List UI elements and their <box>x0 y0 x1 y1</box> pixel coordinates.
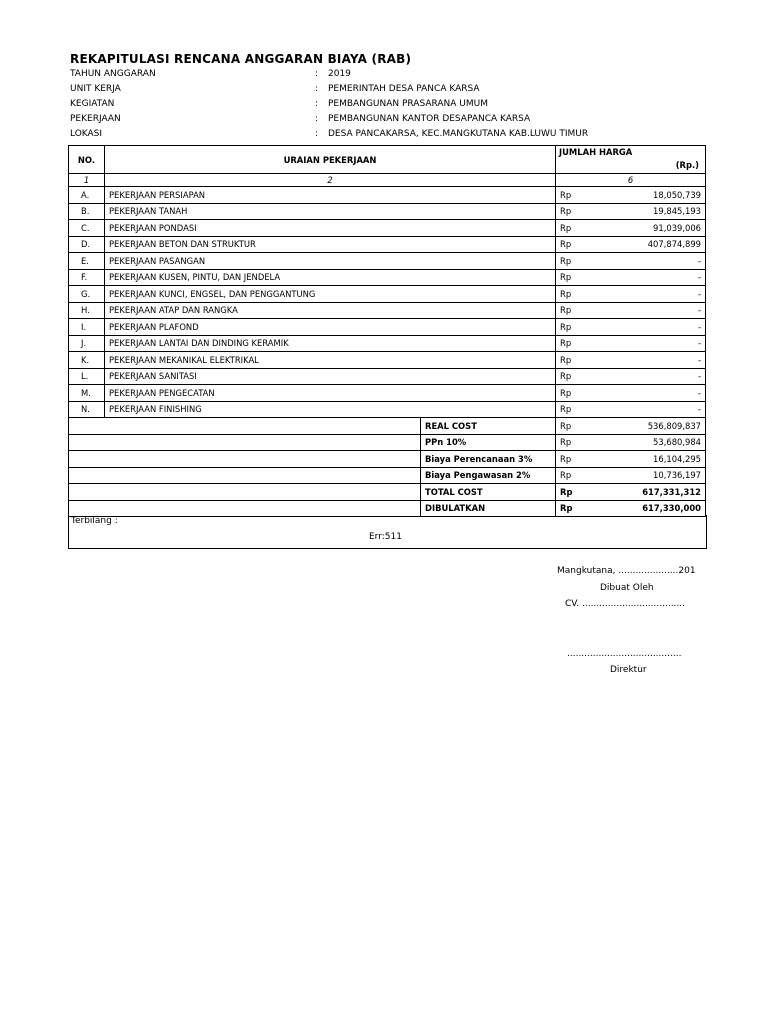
row-no: M. <box>69 385 105 402</box>
col-uraian-header: URAIAN PEKERJAAN <box>105 146 556 174</box>
header-field-colon: : <box>315 129 319 139</box>
row-currency: Rp <box>556 302 588 319</box>
table-row <box>69 286 706 303</box>
row-currency: Rp <box>556 385 588 402</box>
header-field-label: KEGIATAN <box>70 99 115 109</box>
summary-amount: 10,736,197 <box>588 467 706 484</box>
row-no: A. <box>69 187 105 204</box>
row-amount: - <box>588 335 706 352</box>
rab-table <box>68 145 706 517</box>
row-amount: 91,039,006 <box>588 220 706 237</box>
terbilang-box <box>68 515 707 549</box>
table-row <box>69 401 706 418</box>
table-row <box>69 269 706 286</box>
row-no: N. <box>69 401 105 418</box>
row-currency: Rp <box>556 368 588 385</box>
row-currency: Rp <box>556 236 588 253</box>
row-amount: 407,874,899 <box>588 236 706 253</box>
row-currency: Rp <box>556 269 588 286</box>
header-field-colon: : <box>315 69 319 79</box>
header-field-value: PEMBANGUNAN PRASARANA UMUM <box>328 99 488 109</box>
row-description: PEKERJAAN ATAP DAN RANGKA <box>105 302 556 319</box>
row-currency: Rp <box>556 187 588 204</box>
row-currency: Rp <box>556 220 588 237</box>
row-amount: - <box>588 253 706 270</box>
row-description: PEKERJAAN KUSEN, PINTU, DAN JENDELA <box>105 269 556 286</box>
signature-line: ........................................ <box>567 649 682 659</box>
col-no-header: NO. <box>69 146 105 174</box>
summary-label: PPn 10% <box>421 434 556 451</box>
col-jumlah-unit: (Rp.) <box>675 160 699 170</box>
summary-row <box>69 451 706 468</box>
row-amount: - <box>588 401 706 418</box>
row-no: G. <box>69 286 105 303</box>
summary-currency: Rp <box>556 418 588 435</box>
table-row <box>69 368 706 385</box>
summary-blank <box>69 418 421 435</box>
row-currency: Rp <box>556 335 588 352</box>
signature-place-date: Mangkutana, .....................201 <box>557 566 696 576</box>
summary-row <box>69 418 706 435</box>
header-field-colon: : <box>315 114 319 124</box>
header-field-label: TAHUN ANGGARAN <box>70 69 156 79</box>
table-row <box>69 253 706 270</box>
summary-amount: 53,680,984 <box>588 434 706 451</box>
table-row <box>69 220 706 237</box>
row-no: D. <box>69 236 105 253</box>
row-description: PEKERJAAN PLAFOND <box>105 319 556 336</box>
summary-currency: Rp <box>556 434 588 451</box>
header-field-colon: : <box>315 99 319 109</box>
summary-row <box>69 467 706 484</box>
row-no: B. <box>69 203 105 220</box>
col-jumlah-label: JUMLAH HARGA <box>559 147 633 157</box>
table-row <box>69 236 706 253</box>
summary-row <box>69 484 706 501</box>
summary-currency: Rp <box>556 451 588 468</box>
summary-blank <box>69 451 421 468</box>
row-no: E. <box>69 253 105 270</box>
row-no: J. <box>69 335 105 352</box>
row-description: PEKERJAAN LANTAI DAN DINDING KERAMIK <box>105 335 556 352</box>
row-no: I. <box>69 319 105 336</box>
summary-label: REAL COST <box>421 418 556 435</box>
col-index-2: 2 <box>105 174 556 187</box>
summary-label: DIBULATKAN <box>421 500 556 517</box>
header-field-value: DESA PANCAKARSA, KEC.MANGKUTANA KAB.LUWU TIMUR <box>328 129 589 139</box>
summary-amount: 617,330,000 <box>588 500 706 517</box>
row-description: PEKERJAAN TANAH <box>105 203 556 220</box>
table-row <box>69 203 706 220</box>
row-currency: Rp <box>556 253 588 270</box>
row-description: PEKERJAAN SANITASI <box>105 368 556 385</box>
summary-label: Biaya Pengawasan 2% <box>421 467 556 484</box>
table-row <box>69 385 706 402</box>
col-jumlah-header <box>556 146 706 174</box>
summary-blank <box>69 484 421 501</box>
summary-amount: 16,104,295 <box>588 451 706 468</box>
row-currency: Rp <box>556 203 588 220</box>
summary-blank <box>69 434 421 451</box>
header-field-label: LOKASI <box>70 129 103 139</box>
row-description: PEKERJAAN FINISHING <box>105 401 556 418</box>
column-number-row <box>69 174 706 187</box>
summary-label: Biaya Perencanaan 3% <box>421 451 556 468</box>
summary-currency: Rp <box>556 484 588 501</box>
row-amount: - <box>588 269 706 286</box>
table-row <box>69 335 706 352</box>
row-currency: Rp <box>556 286 588 303</box>
table-row <box>69 352 706 369</box>
col-index-6: 6 <box>556 174 706 187</box>
summary-blank <box>69 467 421 484</box>
row-amount: - <box>588 319 706 336</box>
col-index-1: 1 <box>69 174 105 187</box>
row-amount: 19,845,193 <box>588 203 706 220</box>
row-amount: - <box>588 352 706 369</box>
table-row <box>69 187 706 204</box>
row-currency: Rp <box>556 352 588 369</box>
row-amount: 18,050,739 <box>588 187 706 204</box>
row-no: C. <box>69 220 105 237</box>
row-amount: - <box>588 385 706 402</box>
summary-currency: Rp <box>556 500 588 517</box>
row-description: PEKERJAAN PERSIAPAN <box>105 187 556 204</box>
summary-amount: 617,331,312 <box>588 484 706 501</box>
row-no: H. <box>69 302 105 319</box>
row-description: PEKERJAAN MEKANIKAL ELEKTRIKAL <box>105 352 556 369</box>
table-row <box>69 319 706 336</box>
row-description: PEKERJAAN KUNCI, ENGSEL, DAN PENGGANTUNG <box>105 286 556 303</box>
table-header-row <box>69 146 706 174</box>
row-description: PEKERJAAN PONDASI <box>105 220 556 237</box>
header-field-value: PEMERINTAH DESA PANCA KARSA <box>328 84 480 94</box>
terbilang-label: Terbilang : <box>71 516 118 526</box>
row-no: L. <box>69 368 105 385</box>
row-description: PEKERJAAN BETON DAN STRUKTUR <box>105 236 556 253</box>
summary-label: TOTAL COST <box>421 484 556 501</box>
row-amount: - <box>588 368 706 385</box>
summary-amount: 536,809,837 <box>588 418 706 435</box>
document-title: REKAPITULASI RENCANA ANGGARAN BIAYA (RAB) <box>70 52 412 66</box>
table-row <box>69 302 706 319</box>
signature-role: Direktur <box>610 665 647 675</box>
row-currency: Rp <box>556 319 588 336</box>
row-description: PEKERJAAN PENGECATAN <box>105 385 556 402</box>
signature-made-by: Dibuat Oleh <box>600 583 654 593</box>
header-field-value: PEMBANGUNAN KANTOR DESAPANCA KARSA <box>328 114 531 124</box>
header-field-label: PEKERJAAN <box>70 114 121 124</box>
header-field-colon: : <box>315 84 319 94</box>
terbilang-value: Err:511 <box>369 532 402 542</box>
signature-company: CV. .................................... <box>565 599 685 609</box>
row-no: K. <box>69 352 105 369</box>
row-amount: - <box>588 302 706 319</box>
header-field-value: 2019 <box>328 69 351 79</box>
row-amount: - <box>588 286 706 303</box>
row-currency: Rp <box>556 401 588 418</box>
row-description: PEKERJAAN PASANGAN <box>105 253 556 270</box>
row-no: F. <box>69 269 105 286</box>
summary-row <box>69 434 706 451</box>
summary-currency: Rp <box>556 467 588 484</box>
header-field-label: UNIT KERJA <box>70 84 121 94</box>
